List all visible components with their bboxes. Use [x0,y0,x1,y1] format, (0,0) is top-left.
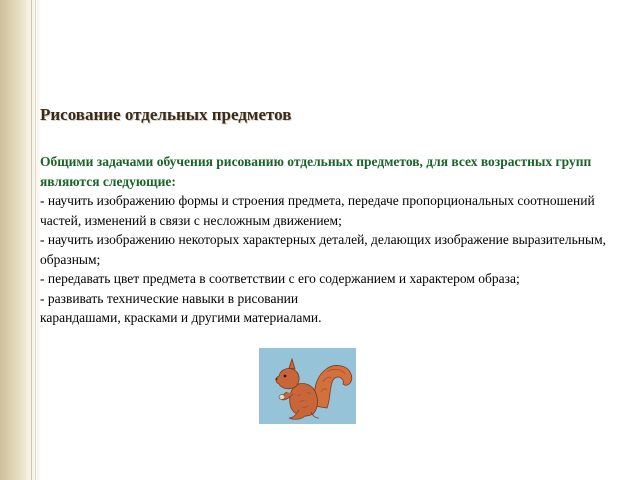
list-item: - научить изображению формы и строения предмета, передаче пропорциональных соотношений частей, изменений в связи с несложным движением; [40,193,595,228]
list-item: - развивать технические навыки в рисовании [40,290,299,306]
squirrel-illustration [259,348,356,424]
slide-body [40,152,610,328]
list-item: - научить изображению некоторых характерных деталей, делающих изображение выразительным, образным; [40,232,607,267]
decorative-left-band [0,0,26,480]
decorative-band-line [35,0,36,480]
decorative-band-line [31,0,32,480]
list-item: - передавать цвет предмета в соответствии с его содержанием и характером образа; [40,271,520,286]
lead-paragraph: Общими задачами обучения рисованию отдельных предметов, для всех возрастных групп являются следующие: [40,154,592,189]
list-item: карандашами, красками и другими материалами. [40,310,322,325]
slide-title: Рисование отдельных предметов [40,105,292,124]
decorative-left-band-light [26,0,40,480]
squirrel-drawing-image [259,348,356,424]
